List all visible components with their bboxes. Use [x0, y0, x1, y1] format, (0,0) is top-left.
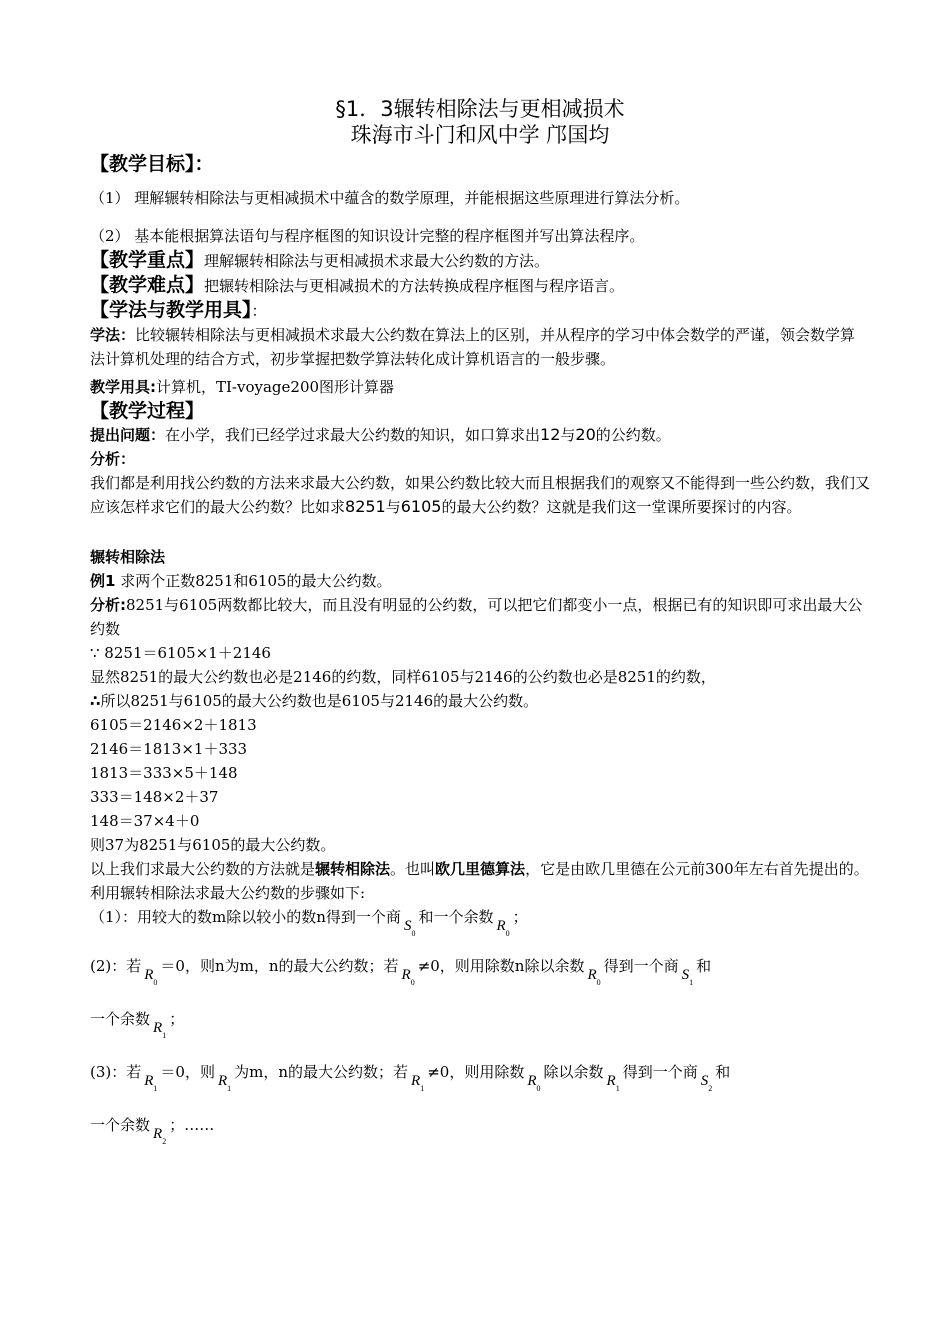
analysis-paragraph [90, 471, 870, 519]
symbol-r1-sub: 1 [227, 1084, 232, 1093]
summary-term-2: 欧几里德算法 [435, 860, 526, 878]
summary-text-3: ，它是由欧几里德在公元前300年左右首先提出的。利用辗转相除法求最大公约数的步骤如下: [90, 860, 869, 902]
symbol-r1 [153, 1020, 167, 1040]
step-3-cont [90, 1113, 870, 1144]
goal-2: （2） 基本能根据算法语句与程序框图的知识设计完整的程序框图并写出算法程序。 [90, 227, 645, 245]
heading-tools-colon: ： [251, 302, 267, 320]
analysis-text-3: 的最大公约数？这就是我们这一堂课所要探讨的内容。 [441, 498, 802, 516]
symbol-r1-sub: 1 [153, 1084, 158, 1093]
summary-text-2: 。也叫 [390, 860, 436, 878]
analysis-number-8251: 8251 [345, 497, 386, 516]
question-text-1: 在小学，我们已经学过求最大公约数的知识，如口算求出 [165, 426, 541, 444]
symbol-r0 [496, 918, 510, 938]
equation-4: 333＝148×2＋37 [90, 788, 219, 806]
example-analysis-text: 8251与6105两数都比较大，而且没有明显的公约数，可以把它们都变小一点，根据已有的知识即可求出最大公约数 [90, 596, 863, 638]
symbol-r0-sub: 0 [410, 978, 415, 987]
symbol-r2 [153, 1126, 167, 1146]
symbol-r0 [587, 967, 601, 987]
step-1 [90, 905, 870, 936]
step-2 [90, 954, 870, 985]
step-3-text-g: 和 [715, 1063, 731, 1081]
symbol-r0-letter: R [527, 1073, 537, 1089]
question-line [90, 423, 870, 447]
key-point-line [90, 248, 870, 273]
symbol-s2-letter: S [700, 1073, 709, 1089]
step-3-text-h: 一个余数 [90, 1116, 151, 1134]
step-2-text-e: 和 [696, 957, 712, 975]
heading-tools-label: 【学法与教学用具】 [90, 299, 252, 321]
question-number-20: 20 [575, 425, 596, 444]
step-3 [90, 1060, 870, 1091]
symbol-r1 [606, 1073, 620, 1093]
analysis-text-2: 与 [385, 498, 401, 516]
tool-text: 计算机，TI-voyage200图形计算器 [156, 378, 395, 396]
step-3-text-e: 除以余数 [543, 1063, 604, 1081]
symbol-r2-letter: R [153, 1126, 163, 1142]
symbol-s2-sub: 2 [708, 1084, 713, 1093]
example-text: 求两个正数8251和6105的最大公约数。 [115, 572, 392, 590]
symbol-r1-letter: R [144, 1073, 154, 1089]
symbol-r1-letter: R [411, 1073, 421, 1089]
key-point-text: 理解辗转相除法与更相减损术求最大公约数的方法。 [204, 252, 550, 270]
result-line: 则37为8251与6105的最大公约数。 [90, 836, 336, 854]
symbol-r2-sub: 2 [162, 1137, 167, 1146]
step-1-text-a: （1）：用较大的数m除以较小的数n得到一个商 [90, 908, 401, 926]
step-2-text-d: 得到一个商 [603, 957, 679, 975]
step-2-text-b: ＝0，则n为m，n的最大公约数；若 [160, 957, 399, 975]
symbol-r1-letter: R [153, 1020, 163, 1036]
symbol-s1-letter: S [681, 967, 690, 983]
step-2-text-c: ≠0，则用除数n除以余数 [417, 957, 585, 975]
symbol-r0-letter: R [401, 967, 411, 983]
equation-3: 1813＝333×5＋148 [90, 764, 238, 782]
step-3-text-b: ＝0，则 [160, 1063, 215, 1081]
symbol-r0-sub: 0 [596, 978, 601, 987]
symbol-r0-letter: R [496, 918, 506, 934]
therefore-text: 所以8251与6105的最大公约数也是6105与2146的最大公约数。 [100, 692, 539, 710]
equation-1: 6105＝2146×2＋1813 [90, 716, 257, 734]
teaching-tools [90, 375, 870, 399]
example-1 [90, 569, 870, 593]
symbol-r1-sub: 1 [615, 1084, 620, 1093]
goal-1: （1） 理解辗转相除法与更相减损术中蕴含的数学原理，并能根据这些原理进行算法分析。 [90, 189, 690, 207]
symbol-s0-letter: S [403, 918, 412, 934]
study-method [90, 323, 870, 371]
analysis-label: 分析： [90, 450, 136, 468]
heading-difficulty: 【教学难点】 [90, 274, 205, 296]
symbol-r1 [411, 1073, 425, 1093]
symbol-r1-sub: 1 [162, 1031, 167, 1040]
question-text-2: 与 [560, 426, 576, 444]
because-line: ∵ 8251＝6105×1＋2146 [90, 644, 271, 662]
symbol-r1 [217, 1073, 232, 1093]
heading-goals: 【教学目标】： [90, 153, 214, 175]
tool-label: 教学用具: [90, 378, 156, 396]
symbol-r0 [401, 967, 415, 987]
symbol-r1-letter: R [217, 1073, 228, 1089]
study-label: 学法： [90, 326, 136, 344]
step-1-text-b: 和一个余数 [418, 908, 494, 926]
analysis-text-1: 我们都是利用找公约数的方法来求最大公约数，如果公约数比较大而且根据我们的观察又不能得到一些公约数，我们又应该怎样求它们的最大公约数？比如求 [90, 474, 871, 516]
summary-paragraph [90, 857, 870, 905]
example-analysis [90, 593, 870, 641]
step-3-text-d: ≠0，则用除数 [427, 1063, 525, 1081]
obvious-line: 显然8251的最大公约数也必是2146的约数，同样6105与2146的公约数也必是8251的约数， [90, 668, 716, 686]
example-label: 例1 [90, 572, 116, 590]
document-page [90, 96, 870, 1144]
heading-process: 【教学过程】 [90, 400, 205, 422]
step-3-text-i: ；…… [169, 1116, 215, 1134]
step-3-text-c: 为m，n的最大公约数；若 [234, 1063, 409, 1081]
symbol-r0-letter: R [144, 967, 154, 983]
symbol-s0-sub: 0 [411, 929, 416, 938]
heading-key-point: 【教学重点】 [90, 249, 205, 271]
symbol-r0-letter: R [587, 967, 597, 983]
symbol-r0-sub: 0 [505, 929, 510, 938]
analysis-number-6105: 6105 [400, 497, 442, 516]
difficulty-text: 把辗转相除法与更相减损术的方法转换成程序框图与程序语言。 [204, 277, 625, 295]
summary-term-1: 辗转相除法 [315, 860, 391, 878]
symbol-s1 [681, 967, 694, 987]
step-2-text-a: (2)：若 [90, 957, 142, 975]
question-number-12: 12 [540, 425, 561, 444]
step-2-text-f: 一个余数 [90, 1010, 151, 1028]
symbol-s0 [403, 918, 416, 938]
equation-5: 148＝37×4＋0 [90, 812, 200, 830]
therefore-symbol: ∴ [90, 692, 101, 710]
symbol-s1-sub: 1 [689, 978, 694, 987]
symbol-r0-sub: 0 [153, 978, 158, 987]
symbol-r0-sub: 0 [536, 1084, 541, 1093]
symbol-r1-letter: R [606, 1073, 616, 1089]
symbol-r1 [144, 1073, 158, 1093]
step-2-cont [90, 1007, 870, 1038]
step-3-text-f: 得到一个商 [622, 1063, 698, 1081]
heading-tools [90, 298, 870, 323]
equation-2: 2146＝1813×1＋333 [90, 740, 248, 758]
difficulty-line [90, 273, 870, 298]
symbol-r0 [527, 1073, 541, 1093]
step-3-text-a: (3)：若 [90, 1063, 142, 1081]
study-text: 比较辗转相除法与更相减损术求最大公约数在算法上的区别，并从程序的学习中体会数学的严谨，领会数学算法计算机处理的结合方式，初步掌握把数学算法转化成计算机语言的一般步骤。 [90, 326, 856, 368]
symbol-r1-sub: 1 [420, 1084, 425, 1093]
step-1-text-c: ； [512, 908, 528, 926]
symbol-s2 [700, 1073, 713, 1093]
document-author: 珠海市斗门和风中学 邝国均 [350, 123, 610, 147]
document-title: §1．3辗转相除法与更相减损术 [335, 97, 625, 121]
euclid-heading: 辗转相除法 [90, 548, 166, 566]
therefore-line [90, 689, 870, 713]
question-text-3: 的公约数。 [595, 426, 671, 444]
symbol-r0 [144, 967, 158, 987]
step-2-text-g: ； [169, 1010, 185, 1028]
summary-text-1: 以上我们求最大公约数的方法就是 [90, 860, 316, 878]
example-analysis-label: 分析: [90, 596, 126, 614]
question-label: 提出问题： [90, 426, 166, 444]
